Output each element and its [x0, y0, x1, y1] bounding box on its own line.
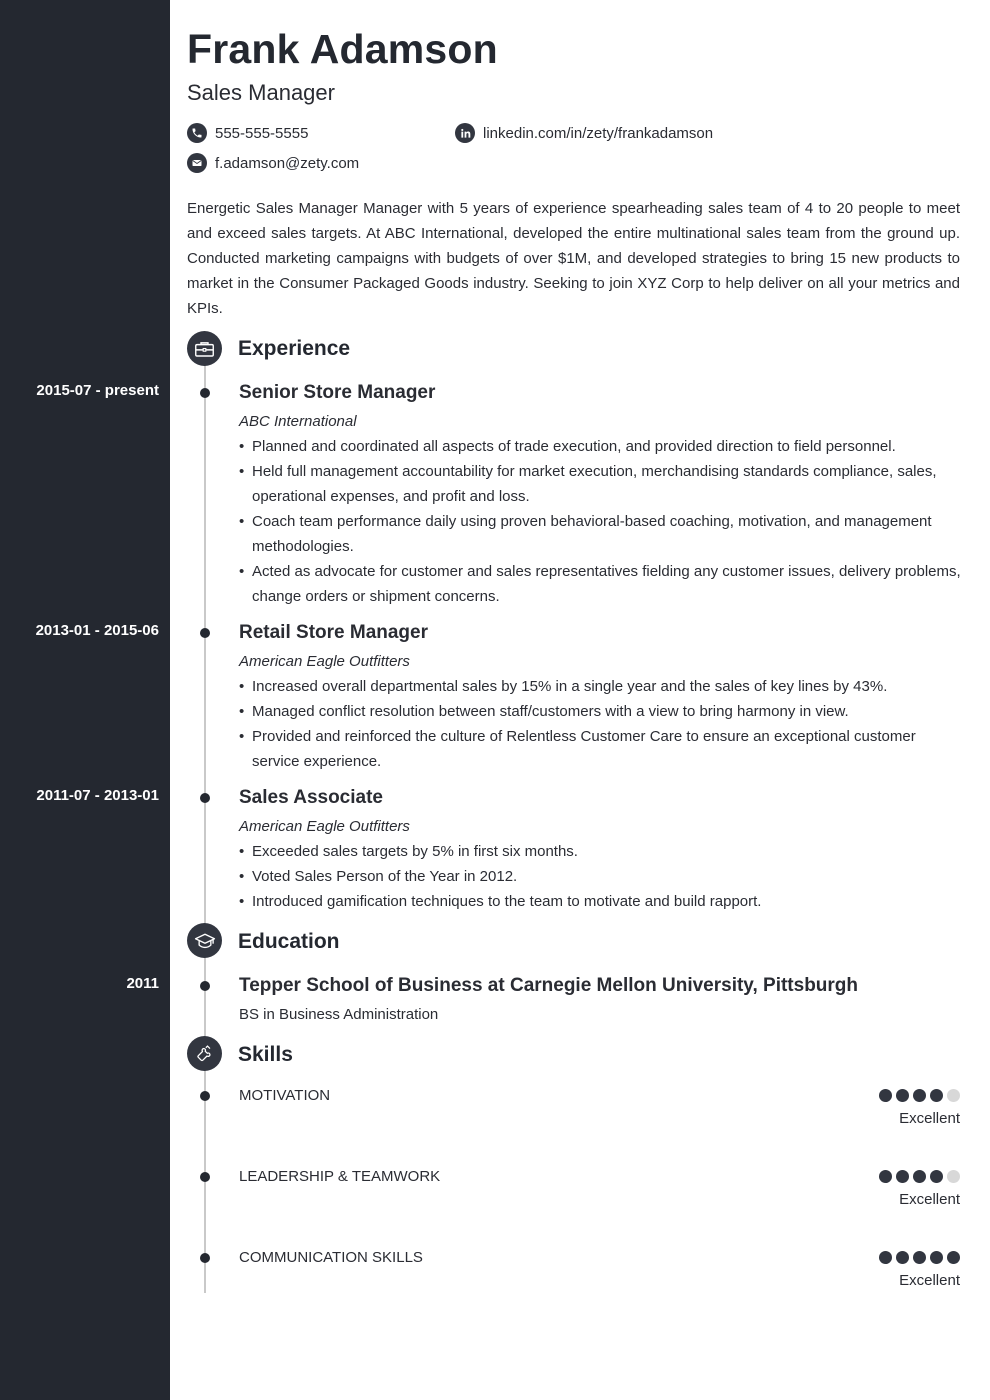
job-1-dates: 2015-07 - present	[36, 382, 159, 399]
list-item: • Voted Sales Person of the Year in 2012.	[239, 864, 964, 889]
rating-dot-filled	[930, 1089, 943, 1102]
contact-linkedin	[455, 123, 713, 143]
rating-dot-filled	[930, 1170, 943, 1183]
job-3-dates: 2011-07 - 2013-01	[36, 787, 159, 804]
skill-1-name: MOTIVATION	[239, 1087, 331, 1104]
briefcase-icon	[187, 331, 222, 366]
list-item: • Coach team performance daily using proven behavioral-based coaching, motivation, and management methodologies.	[239, 509, 964, 559]
skill-rating	[879, 1251, 960, 1264]
job-3-role: Sales Associate	[239, 787, 383, 808]
candidate-name: Frank Adamson	[187, 26, 498, 72]
list-item: • Increased overall departmental sales by 15% in a single year and the sales of key lines by 43%.	[239, 674, 964, 699]
list-item: • Held full management accountability for market execution, merchandising standards compliance, sales, operational expenses, and profit and loss.	[239, 459, 964, 509]
job-3-bullets	[239, 839, 964, 914]
rating-dot-filled	[913, 1251, 926, 1264]
skill-3-name: COMMUNICATION SKILLS	[239, 1249, 423, 1266]
phone-text: 555-555-5555	[215, 124, 309, 142]
rating-dot-filled	[896, 1251, 909, 1264]
list-item: • Acted as advocate for customer and sales representatives fielding any customer issues, delivery problems, change orders or shipment concerns.	[239, 559, 964, 609]
graduation-cap-icon	[187, 923, 222, 958]
job-1-company: ABC International	[239, 413, 357, 430]
skill-1-level: Excellent	[899, 1110, 960, 1127]
email-text[interactable]: f.adamson@zety.com	[215, 154, 360, 172]
profile-summary: Energetic Sales Manager Manager with 5 years of experience spearheading sales team of 4 to 20 people to meet and exceed sales targets. At ABC International, developed the entire multinational sales team from the ground up. Conducted marketing campaigns with budgets of over $1M, and developed strategies to bring 15 new products to market in the Consumer Packaged Goods industry. Seeking to join XYZ Corp to help deliver on all your metrics and KPIs.	[187, 200, 960, 317]
list-item: • Managed conflict resolution between staff/customers with a view to bring harmony in view.	[239, 699, 964, 724]
experience-heading: Experience	[238, 337, 351, 360]
education-school: Tepper School of Business at Carnegie Mellon University, Pittsburgh	[239, 975, 859, 996]
contact-email	[187, 153, 359, 173]
list-item: • Exceeded sales targets by 5% in first six months.	[239, 839, 964, 864]
timeline-dot	[200, 793, 210, 803]
list-item: • Provided and reinforced the culture of Relentless Customer Care to ensure an exceptional customer service experience.	[239, 724, 964, 774]
timeline-dot	[200, 1253, 210, 1263]
rating-dot-empty	[947, 1170, 960, 1183]
rating-dot-empty	[947, 1089, 960, 1102]
left-sidebar	[0, 0, 170, 1400]
skill-2-level: Excellent	[899, 1191, 960, 1208]
skill-rating	[879, 1170, 960, 1183]
rating-dot-filled	[947, 1251, 960, 1264]
rating-dot-filled	[879, 1170, 892, 1183]
job-2-company: American Eagle Outfitters	[239, 653, 410, 670]
timeline-dot	[200, 1091, 210, 1101]
phone-icon	[187, 123, 207, 143]
education-year: 2011	[126, 975, 159, 992]
puzzle-icon	[187, 1036, 222, 1071]
list-item: • Planned and coordinated all aspects of trade execution, and provided direction to field personnel.	[239, 434, 964, 459]
skill-rating	[879, 1089, 960, 1102]
candidate-title: Sales Manager	[187, 80, 335, 105]
timeline-dot	[200, 388, 210, 398]
timeline-dot	[200, 1172, 210, 1182]
skill-2-name: LEADERSHIP & TEAMWORK	[239, 1168, 441, 1185]
linkedin-icon	[455, 123, 475, 143]
job-1-bullets	[239, 434, 964, 609]
timeline-line	[204, 365, 206, 1293]
rating-dot-filled	[896, 1170, 909, 1183]
job-3-company: American Eagle Outfitters	[239, 818, 410, 835]
skill-3-level: Excellent	[899, 1272, 960, 1289]
skills-heading: Skills	[238, 1043, 293, 1066]
timeline-dot	[200, 628, 210, 638]
rating-dot-filled	[896, 1089, 909, 1102]
job-1-role: Senior Store Manager	[239, 382, 436, 403]
timeline-dot	[200, 981, 210, 991]
job-2-bullets	[239, 674, 964, 774]
job-2-dates: 2013-01 - 2015-06	[35, 622, 159, 639]
linkedin-text[interactable]: linkedin.com/in/zety/frankadamson	[483, 124, 714, 142]
rating-dot-filled	[913, 1089, 926, 1102]
education-heading: Education	[238, 930, 340, 953]
rating-dot-filled	[930, 1251, 943, 1264]
rating-dot-filled	[879, 1089, 892, 1102]
contact-phone	[187, 123, 308, 143]
email-icon	[187, 153, 207, 173]
job-2-role: Retail Store Manager	[239, 622, 428, 643]
rating-dot-filled	[913, 1170, 926, 1183]
education-degree: BS in Business Administration	[239, 1006, 439, 1023]
rating-dot-filled	[879, 1251, 892, 1264]
list-item: • Introduced gamification techniques to the team to motivate and build rapport.	[239, 889, 964, 914]
